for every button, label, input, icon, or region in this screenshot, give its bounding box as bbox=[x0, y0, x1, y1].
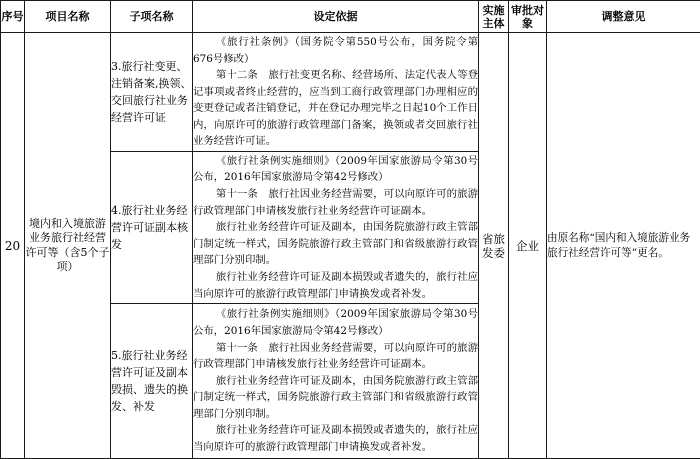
header-basis: 设定依据 bbox=[193, 1, 479, 33]
header-seq: 序号 bbox=[1, 1, 25, 33]
header-row bbox=[1, 1, 700, 33]
header-project-name: 项目名称 bbox=[25, 1, 111, 33]
sub-item-name-cell: 5.旅行社业务经营许可证及副本毁损、遗失的换发、补发 bbox=[111, 304, 193, 459]
header-adjustment-opinion: 调整意见 bbox=[547, 1, 700, 33]
basis-paragraph: 旅行社业务经营许可证及副本，由国务院旅游行政主管部门制定统一样式，国务院旅游行政主管部门和省级旅游行政管理部门分别印制。 bbox=[193, 219, 478, 269]
basis-cell bbox=[193, 304, 479, 459]
basis-paragraph: 旅行社业务经营许可证及副本损毁或者遗失的，旅行社应当向原许可的旅游行政管理部门申请换发或者补发。 bbox=[193, 269, 478, 302]
basis-paragraph: 《旅行社条例实施细则》（2009年国家旅游局令第30号公布，2016年国家旅游局令第42号修改） bbox=[193, 306, 478, 339]
basis-paragraph: 旅行社业务经营许可证及副本损毁或者遗失的，旅行社应当向原许可的旅游行政管理部门申请换发或者补发。 bbox=[193, 422, 478, 455]
basis-paragraph: 《旅行社条例实施细则》（2009年国家旅游局令第30号公布，2016年国家旅游局令第42号修改） bbox=[193, 153, 478, 186]
basis-paragraph: 旅行社业务经营许可证及副本，由国务院旅游行政主管部门制定统一样式，国务院旅游行政主管部门和省级旅游行政管理部门分别印制。 bbox=[193, 373, 478, 423]
seq-cell: 20 bbox=[1, 33, 25, 459]
basis-paragraph: 第十一条 旅行社因业务经营需要，可以向原许可的旅游行政管理部门申请核发旅行社业务经营许可证副本。 bbox=[193, 340, 478, 373]
basis-paragraph: 《旅行社条例》（国务院令第550号公布，国务院令第676号修改） bbox=[193, 34, 478, 67]
basis-paragraph: 第十二条 旅行社变更名称、经营场所、法定代表人等登记事项或者终止经营的，应当到工商行政管理部门办理相应的变更登记或者注销登记，并在登记办理完毕之日起10个工作日内，向原许可的旅游行政管理部门备案，换领或者交回旅行社业务经营许可证。 bbox=[193, 67, 478, 150]
basis-cell bbox=[193, 33, 479, 152]
basis-paragraph: 第十一条 旅行社因业务经营需要，可以向原许可的旅游行政管理部门申请核发旅行社业务经营许可证副本。 bbox=[193, 186, 478, 219]
implementing-body-cell: 省旅发委 bbox=[479, 33, 509, 459]
adjustment-opinion-cell bbox=[547, 33, 700, 459]
adjustment-opinion-text: 由原名称“国内和入境旅游业务旅行社经营许可等”更名。 bbox=[547, 231, 700, 261]
project-name-cell: 境内和入境旅游业务旅行社经营许可等（含5个子项） bbox=[25, 33, 111, 459]
sub-item-name-cell: 4.旅行社业务经营许可证副本核发 bbox=[111, 152, 193, 304]
header-implementing-body: 实施主体 bbox=[479, 1, 509, 33]
approval-object-cell: 企业 bbox=[509, 33, 547, 459]
header-approval-object: 审批对象 bbox=[509, 1, 547, 33]
basis-cell bbox=[193, 152, 479, 304]
sub-item-name-cell: 3.旅行社变更、注销备案,换领、交回旅行社业务经营许可证 bbox=[111, 33, 193, 152]
table-row bbox=[1, 33, 700, 152]
header-sub-item-name: 子项名称 bbox=[111, 1, 193, 33]
